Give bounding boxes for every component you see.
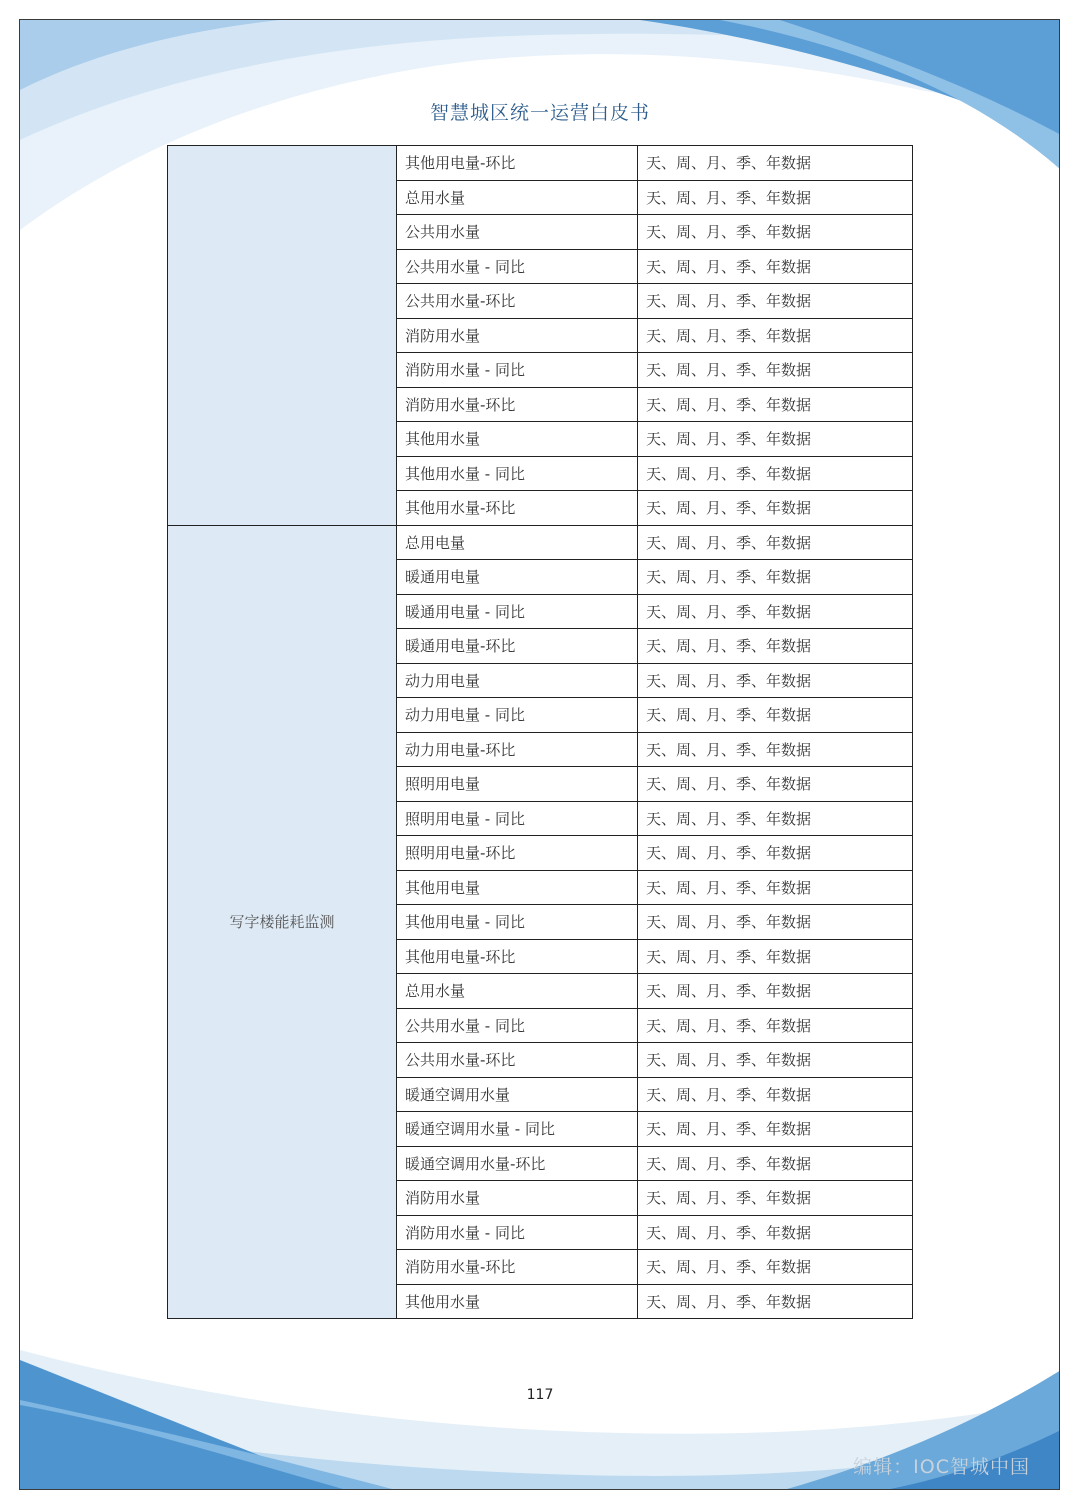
frequency-cell: 天、周、月、季、年数据	[638, 974, 913, 1009]
frequency-cell: 天、周、月、季、年数据	[638, 1181, 913, 1216]
metric-cell: 暖通空调用水量 - 同比	[397, 1112, 638, 1147]
frequency-cell: 天、周、月、季、年数据	[638, 387, 913, 422]
metric-cell: 消防用水量-环比	[397, 1250, 638, 1285]
energy-monitoring-table	[167, 145, 913, 1319]
frequency-cell: 天、周、月、季、年数据	[638, 318, 913, 353]
frequency-cell: 天、周、月、季、年数据	[638, 525, 913, 560]
page-header-title: 智慧城区统一运营白皮书	[429, 102, 650, 124]
frequency-cell: 天、周、月、季、年数据	[638, 1112, 913, 1147]
frequency-cell: 天、周、月、季、年数据	[638, 249, 913, 284]
frequency-cell: 天、周、月、季、年数据	[638, 1008, 913, 1043]
frequency-cell: 天、周、月、季、年数据	[638, 939, 913, 974]
frequency-cell: 天、周、月、季、年数据	[638, 215, 913, 250]
metric-cell: 动力用电量	[397, 663, 638, 698]
metric-cell: 消防用水量 - 同比	[397, 1215, 638, 1250]
frequency-cell: 天、周、月、季、年数据	[638, 353, 913, 388]
metric-cell: 其他用电量 - 同比	[397, 905, 638, 940]
frequency-cell: 天、周、月、季、年数据	[638, 767, 913, 802]
metric-cell: 其他用电量	[397, 870, 638, 905]
metric-cell: 其他用电量-环比	[397, 146, 638, 181]
metric-cell: 公共用水量 - 同比	[397, 1008, 638, 1043]
metric-cell: 总用水量	[397, 180, 638, 215]
metric-cell: 公共用水量-环比	[397, 1043, 638, 1078]
metric-cell: 暖通用电量 - 同比	[397, 594, 638, 629]
metric-cell: 公共用水量-环比	[397, 284, 638, 319]
metric-cell: 公共用水量	[397, 215, 638, 250]
frequency-cell: 天、周、月、季、年数据	[638, 836, 913, 871]
frequency-cell: 天、周、月、季、年数据	[638, 698, 913, 733]
frequency-cell: 天、周、月、季、年数据	[638, 629, 913, 664]
metric-cell: 其他用水量	[397, 422, 638, 457]
frequency-cell: 天、周、月、季、年数据	[638, 1284, 913, 1319]
metric-cell: 暖通空调用水量	[397, 1077, 638, 1112]
frequency-cell: 天、周、月、季、年数据	[638, 146, 913, 181]
frequency-cell: 天、周、月、季、年数据	[638, 732, 913, 767]
metric-cell: 动力用电量-环比	[397, 732, 638, 767]
metric-cell: 消防用水量	[397, 1181, 638, 1216]
frequency-cell: 天、周、月、季、年数据	[638, 1215, 913, 1250]
metric-cell: 照明用电量	[397, 767, 638, 802]
metric-cell: 总用电量	[397, 525, 638, 560]
frequency-cell: 天、周、月、季、年数据	[638, 1077, 913, 1112]
category-cell	[168, 146, 397, 526]
metric-cell: 照明用电量-环比	[397, 836, 638, 871]
metric-cell: 其他用水量 - 同比	[397, 456, 638, 491]
frequency-cell: 天、周、月、季、年数据	[638, 905, 913, 940]
metric-cell: 消防用水量 - 同比	[397, 353, 638, 388]
frequency-cell: 天、周、月、季、年数据	[638, 422, 913, 457]
metric-cell: 消防用水量	[397, 318, 638, 353]
frequency-cell: 天、周、月、季、年数据	[638, 1250, 913, 1285]
metric-cell: 动力用电量 - 同比	[397, 698, 638, 733]
metric-cell: 总用水量	[397, 974, 638, 1009]
frequency-cell: 天、周、月、季、年数据	[638, 594, 913, 629]
metric-cell: 暖通空调用水量-环比	[397, 1146, 638, 1181]
metric-cell: 其他用水量	[397, 1284, 638, 1319]
frequency-cell: 天、周、月、季、年数据	[638, 1043, 913, 1078]
metric-cell: 暖通用电量-环比	[397, 629, 638, 664]
page-number: 117	[526, 1387, 554, 1403]
frequency-cell: 天、周、月、季、年数据	[638, 1146, 913, 1181]
metric-cell: 公共用水量 - 同比	[397, 249, 638, 284]
metric-cell: 照明用电量 - 同比	[397, 801, 638, 836]
table-row	[168, 525, 913, 560]
frequency-cell: 天、周、月、季、年数据	[638, 456, 913, 491]
metric-cell: 其他用电量-环比	[397, 939, 638, 974]
metric-cell: 暖通用电量	[397, 560, 638, 595]
frequency-cell: 天、周、月、季、年数据	[638, 870, 913, 905]
frequency-cell: 天、周、月、季、年数据	[638, 284, 913, 319]
frequency-cell: 天、周、月、季、年数据	[638, 491, 913, 526]
category-cell: 写字楼能耗监测	[168, 525, 397, 1319]
metric-cell: 消防用水量-环比	[397, 387, 638, 422]
metric-cell: 其他用水量-环比	[397, 491, 638, 526]
frequency-cell: 天、周、月、季、年数据	[638, 663, 913, 698]
frequency-cell: 天、周、月、季、年数据	[638, 180, 913, 215]
table-row	[168, 146, 913, 181]
watermark: 编辑：IOC智城中国	[853, 1456, 1030, 1478]
frequency-cell: 天、周、月、季、年数据	[638, 801, 913, 836]
frequency-cell: 天、周、月、季、年数据	[638, 560, 913, 595]
